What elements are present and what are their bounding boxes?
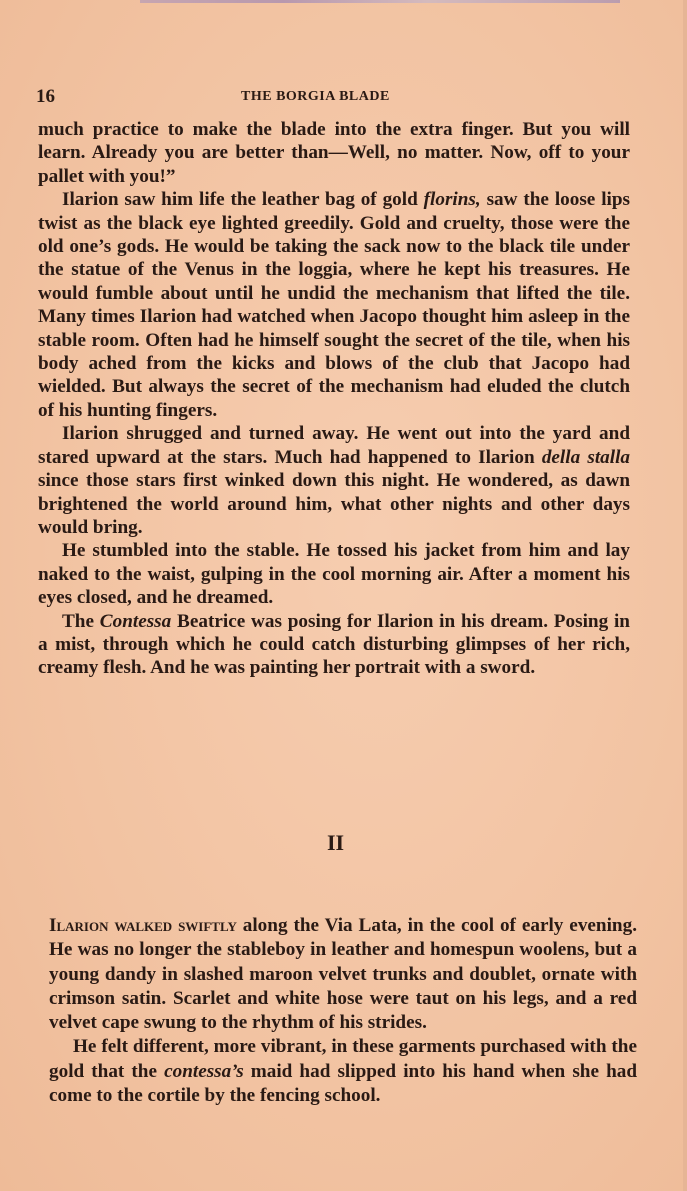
section-two-text [49, 914, 637, 1108]
paragraph [38, 422, 630, 539]
chapter-opening-smallcaps: Ilarion walked swiftly [49, 915, 237, 936]
paragraph-text: Ilarion saw him life the leather bag of gold [62, 189, 424, 211]
paragraph-text: since those stars first winked down this night. He wondered, as dawn brightened the world around him, what other nights and other days would bring. [38, 470, 630, 538]
section-one-text [38, 118, 630, 680]
paragraph-text: He stumbled into the stable. He tossed his jacket from him and lay naked to the waist, gulping in the cool morning air. After a moment his eyes closed, and he dreamed. [38, 540, 630, 609]
page-right-edge [683, 0, 687, 1191]
book-title: THE BORGIA BLADE [241, 89, 390, 104]
paragraph [49, 1035, 637, 1108]
paragraph [49, 914, 637, 1035]
running-head [36, 86, 636, 110]
paragraph-text: Ilarion shrugged and turned away. He went out into the yard and stared upward at the stars. Much had happened to Ilarion [38, 423, 630, 468]
italic-term: florins, [423, 189, 481, 211]
paragraph-text: along the Via Lata, in the cool of early evening. He was no longer the stableboy in leather and homespun woolens, but a young dandy in slashed maroon velvet trunks and doublet, ornate with crimson satin. Scarlet and white hose were taut on his legs, and a red velvet cape swung to the rhythm of his strides. [49, 915, 637, 1034]
paragraph-text: The [62, 610, 100, 632]
paragraph [38, 539, 630, 609]
italic-term: Contessa [99, 610, 172, 632]
paragraph-text: Beatrice was posing for Ilarion in his dream. Posing in a mist, through which he could catch disturbing glimpses of her rich, creamy flesh. And he was painting her portrait with a sword. [38, 610, 630, 679]
paragraph [38, 610, 630, 680]
page-number: 16 [36, 86, 55, 107]
paragraph [38, 118, 630, 188]
page-top-edge [140, 0, 620, 3]
paragraph-text: maid had slipped into his hand when she had come to the cortile by the fencing school. [49, 1060, 637, 1107]
chapter-number: II [327, 830, 345, 855]
italic-term: della stalla [541, 446, 631, 468]
paragraph [38, 188, 630, 422]
paragraph-text: much practice to make the blade into the extra finger. But you will learn. Already you are better than—Well, no matter. Now, off to your pallet with you!” [38, 119, 630, 187]
italic-term: contessa’s [164, 1060, 244, 1082]
paragraph-text: He felt different, more vibrant, in these garments purchased with the gold that the [49, 1036, 637, 1082]
paragraph-text: saw the loose lips twist as the black eye lighted greedily. Gold and cruelty, those were the old one’s gods. He would be taking the sack now to the black tile under the statue of the Venus in the loggia, where he kept his treasures. He would fumble about until he undid the mechanism that lifted the tile. Many times Ilarion had watched when Jacopo thought him asleep in the stable room. Often had he himself sought the secret of the tile, when his body ached from the kicks and blows of the club that Jacopo had wielded. But always the secret of the mechanism had eluded the clutch of his hunting fingers. [38, 189, 630, 421]
